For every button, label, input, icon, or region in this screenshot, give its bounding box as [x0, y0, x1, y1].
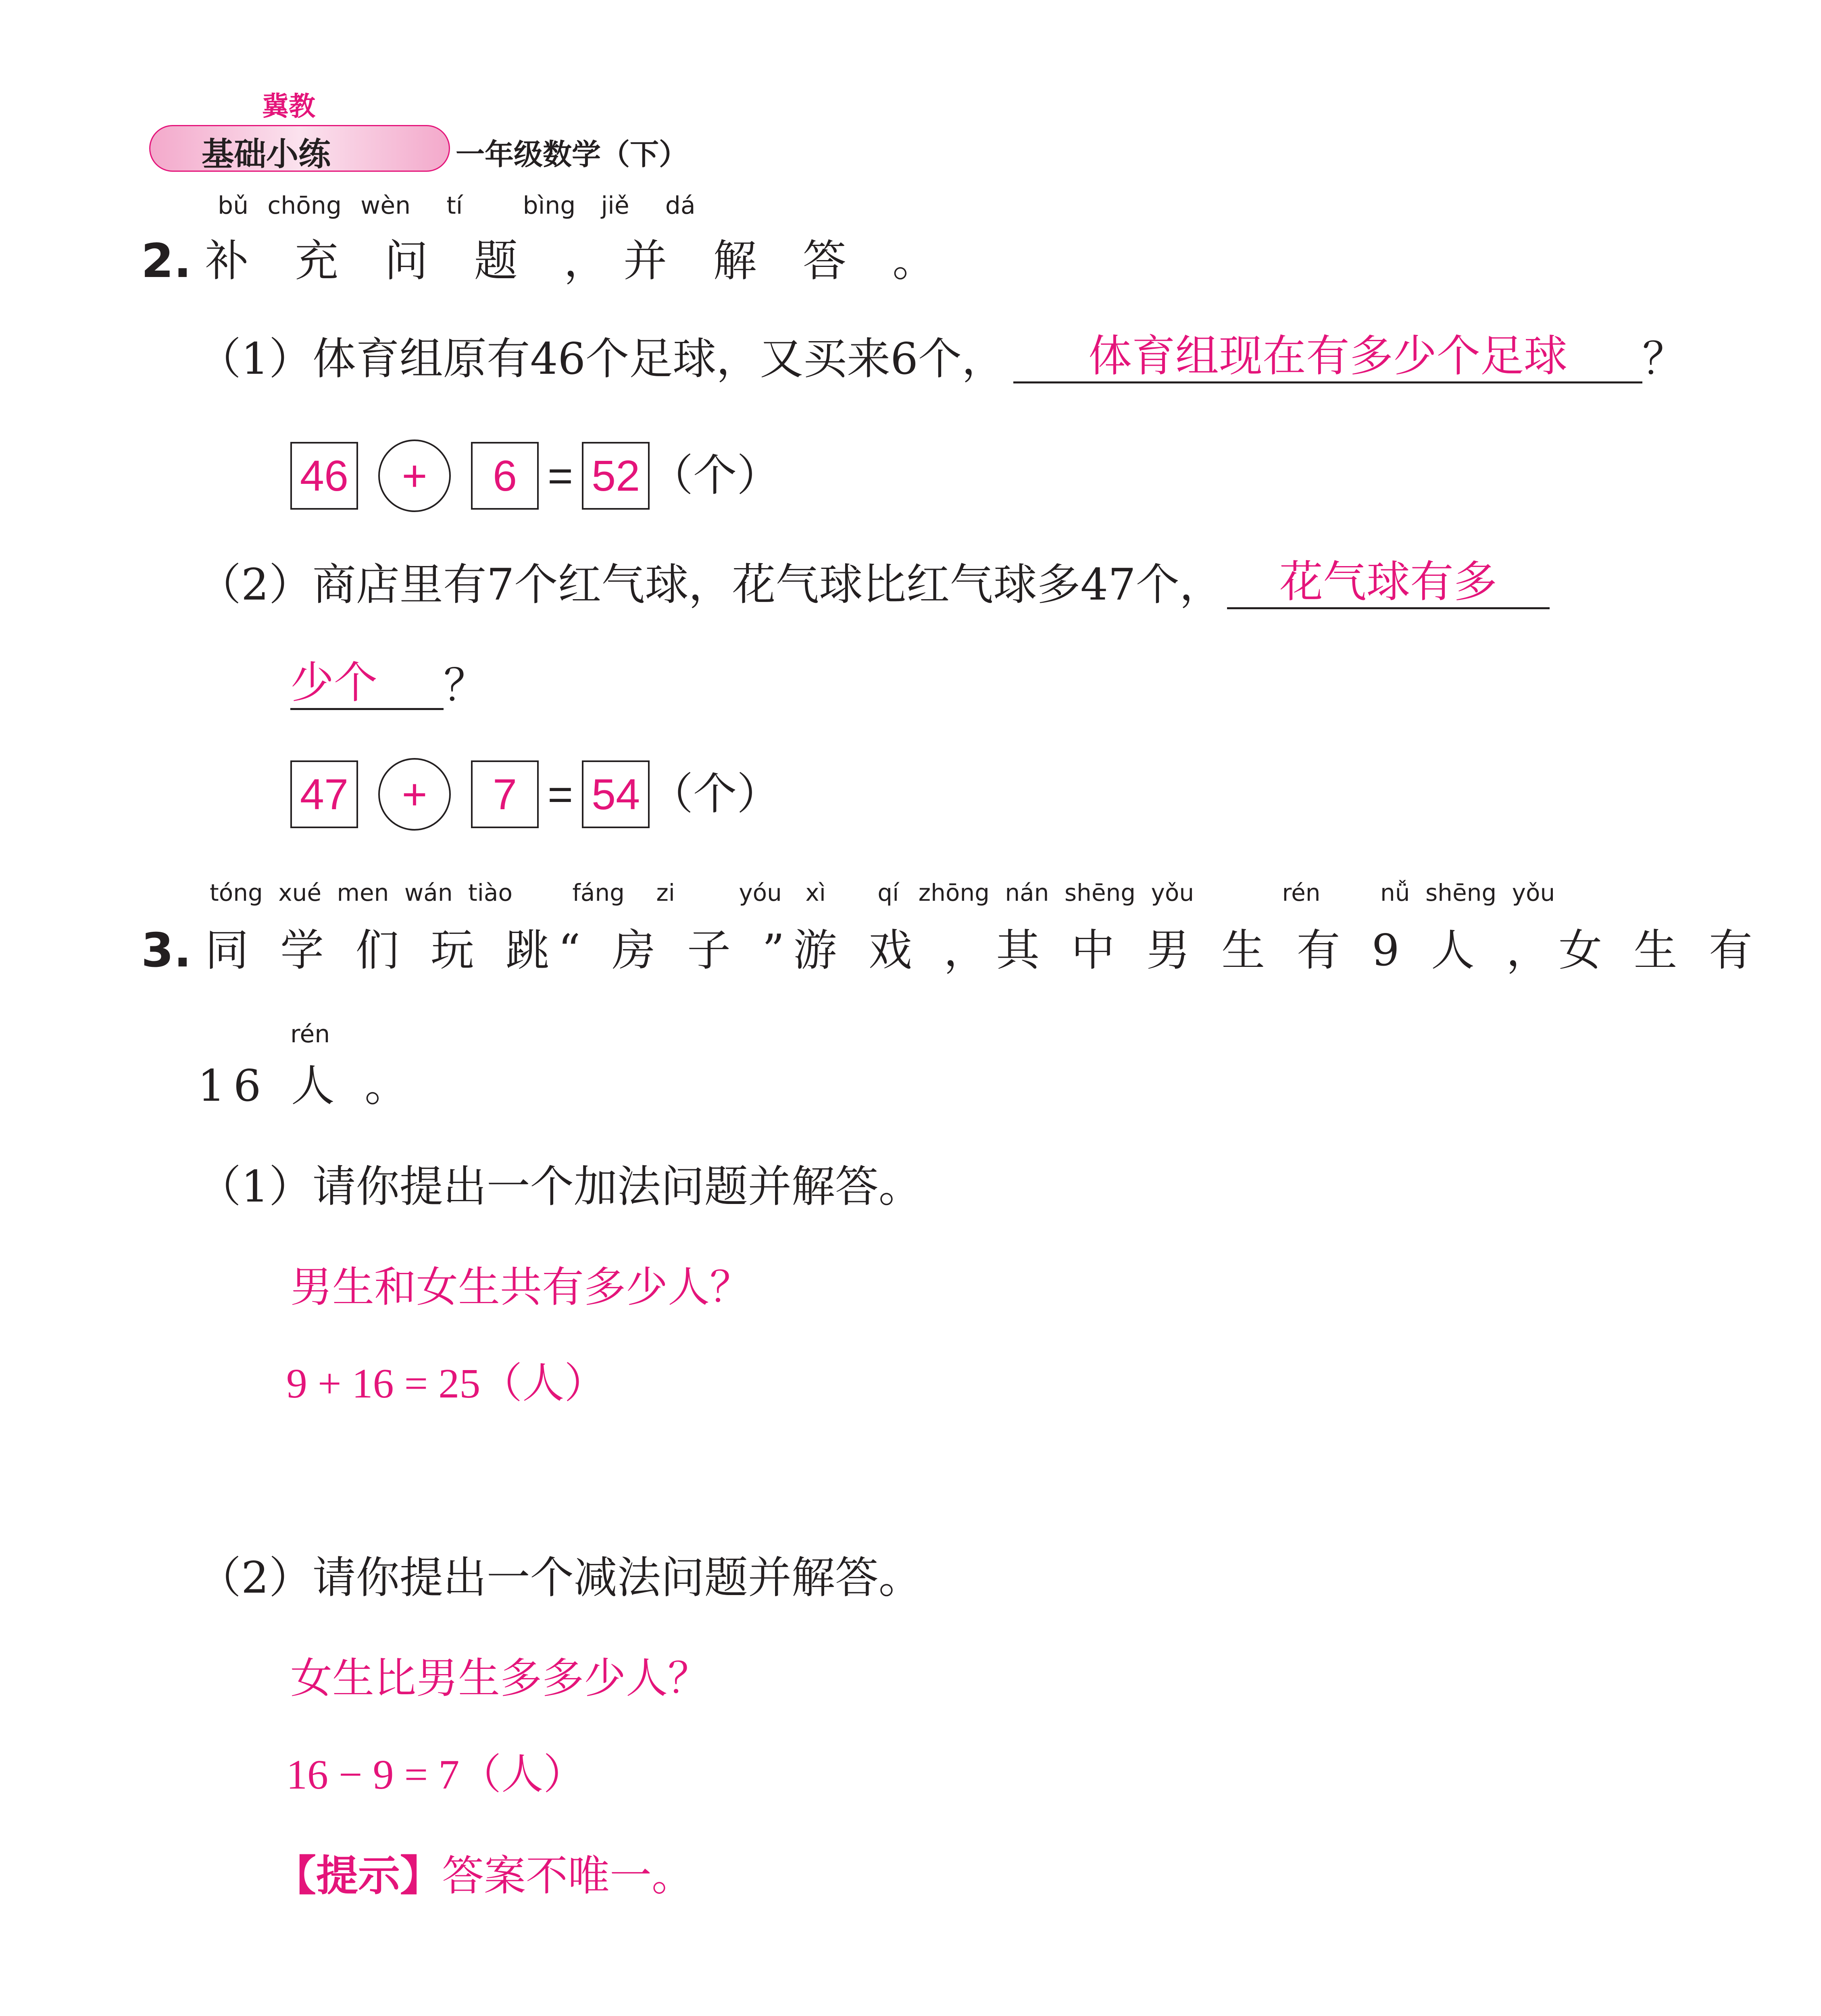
pinyin: rén	[1282, 879, 1321, 906]
q2-sub1-text: 体育组原有46个足球，又买来6个，	[312, 333, 1005, 384]
hint-text: 答案不唯一。	[442, 1851, 694, 1900]
pinyin: men	[337, 879, 389, 906]
answer-box[interactable]: 54	[582, 760, 650, 828]
q2-pinyin	[218, 194, 696, 218]
q2-sub2-text: 商店里有7个红气球，花气球比红气球多47个，	[312, 559, 1223, 610]
q2-sub2	[198, 557, 1550, 610]
pinyin: xì	[805, 879, 826, 906]
q2-sub1-equation	[290, 439, 780, 512]
pinyin: zhōng	[918, 879, 990, 906]
q2-sub1-end: ？	[1642, 333, 1686, 384]
header-series: 基础小练	[202, 135, 331, 173]
pinyin: nán	[1005, 879, 1049, 906]
pinyin: xué	[278, 879, 322, 906]
pinyin: tiào	[468, 879, 513, 906]
pinyin: tóng	[210, 879, 263, 906]
pinyin: qí	[877, 879, 899, 906]
answer-box[interactable]: 46	[290, 442, 358, 510]
q2-sub1	[198, 331, 1686, 384]
answer-box[interactable]: 47	[290, 760, 358, 828]
answer-box[interactable]: 52	[582, 442, 650, 510]
q3-line2	[198, 1061, 417, 1111]
q2-title	[141, 234, 952, 288]
q3-line1-text: 同 学 们 玩 跳“ 房 子 ”游 戏 ，其 中 男 生 有 9 人 ，女 生 有	[205, 925, 1761, 976]
q3-number: 3.	[141, 923, 192, 978]
pinyin: tí	[446, 192, 463, 220]
q3-sub1-answer[interactable]: 男生和女生共有多少人？	[290, 1262, 752, 1312]
pinyin: bìng	[523, 192, 576, 220]
answer-box[interactable]: 6	[471, 442, 539, 510]
pinyin: dá	[665, 192, 696, 220]
q2-sub2-answer-blank-2[interactable]	[290, 658, 444, 710]
q3-pinyin-line2	[290, 1022, 330, 1046]
pinyin: chōng	[267, 192, 342, 220]
equals-sign: =	[548, 451, 573, 500]
q2-sub2-label: （2）	[198, 559, 313, 610]
q3-sub2-equation[interactable]: 16 − 9 = 7（人）	[286, 1752, 585, 1798]
q2-sub2-answer-part2: 少个	[290, 658, 378, 708]
q3-pinyin-line1	[210, 881, 1555, 904]
pinyin: yǒu	[1512, 879, 1555, 906]
operator-circle[interactable]: +	[378, 758, 451, 831]
answer-box[interactable]: 7	[471, 760, 539, 828]
header	[141, 81, 746, 185]
q2-sub2-cont	[290, 658, 488, 711]
pinyin: fáng	[572, 879, 625, 906]
equals-sign: =	[548, 770, 573, 818]
q2-sub2-answer-blank[interactable]	[1227, 557, 1550, 609]
pinyin: wán	[404, 879, 453, 906]
q3-hint	[274, 1851, 694, 1900]
hint-label: 【提示】	[274, 1851, 442, 1900]
q3-sub2-prompt-text: （2）请你提出一个减法问题并解答。	[198, 1553, 922, 1603]
pinyin: yǒu	[1151, 879, 1194, 906]
q2-number-text: 2	[141, 234, 174, 288]
q2-title-text: 补 充 问 题 ，并 解 答 。	[205, 236, 952, 286]
operator-circle[interactable]: +	[378, 439, 451, 512]
q2-sub2-answer-part1: 花气球有多	[1279, 557, 1497, 607]
q3-sub2-answer[interactable]: 女生比男生多多少人？	[290, 1654, 710, 1703]
q2-sub1-label: （1）	[198, 333, 313, 384]
q2-sub1-answer: 体育组现在有多少个足球	[1088, 331, 1567, 381]
pinyin: yóu	[739, 879, 782, 906]
unit-label: （个）	[650, 450, 781, 501]
q3-line2-text: 16 人 。	[198, 1061, 417, 1111]
q3-sub1-prompt-text: （1）请你提出一个加法问题并解答。	[198, 1162, 922, 1212]
pinyin: zi	[656, 879, 675, 906]
q2-number: 2.	[141, 234, 192, 288]
pinyin: rén	[290, 1020, 330, 1048]
q3-number-text: 3	[141, 923, 174, 978]
unit-label: （个）	[650, 769, 781, 819]
q2-sub2-end: ？	[444, 660, 488, 711]
q3-sub2-prompt	[198, 1553, 922, 1603]
pinyin: bǔ	[218, 192, 249, 220]
pinyin: nǚ	[1380, 879, 1410, 906]
q2-sub1-answer-blank[interactable]	[1013, 331, 1642, 383]
header-subject: 一年级数学（下）	[456, 137, 688, 171]
header-publisher: 冀教	[262, 91, 315, 122]
pinyin: wèn	[360, 192, 411, 220]
q3-sub1-prompt	[198, 1162, 922, 1212]
pinyin: shēng	[1064, 879, 1136, 906]
q3-sub1-equation[interactable]: 9 + 16 = 25（人）	[286, 1360, 606, 1407]
q2-sub2-equation	[290, 758, 780, 831]
pinyin: shēng	[1425, 879, 1497, 906]
pinyin: jiě	[601, 192, 629, 220]
q3-line1	[141, 923, 1761, 978]
